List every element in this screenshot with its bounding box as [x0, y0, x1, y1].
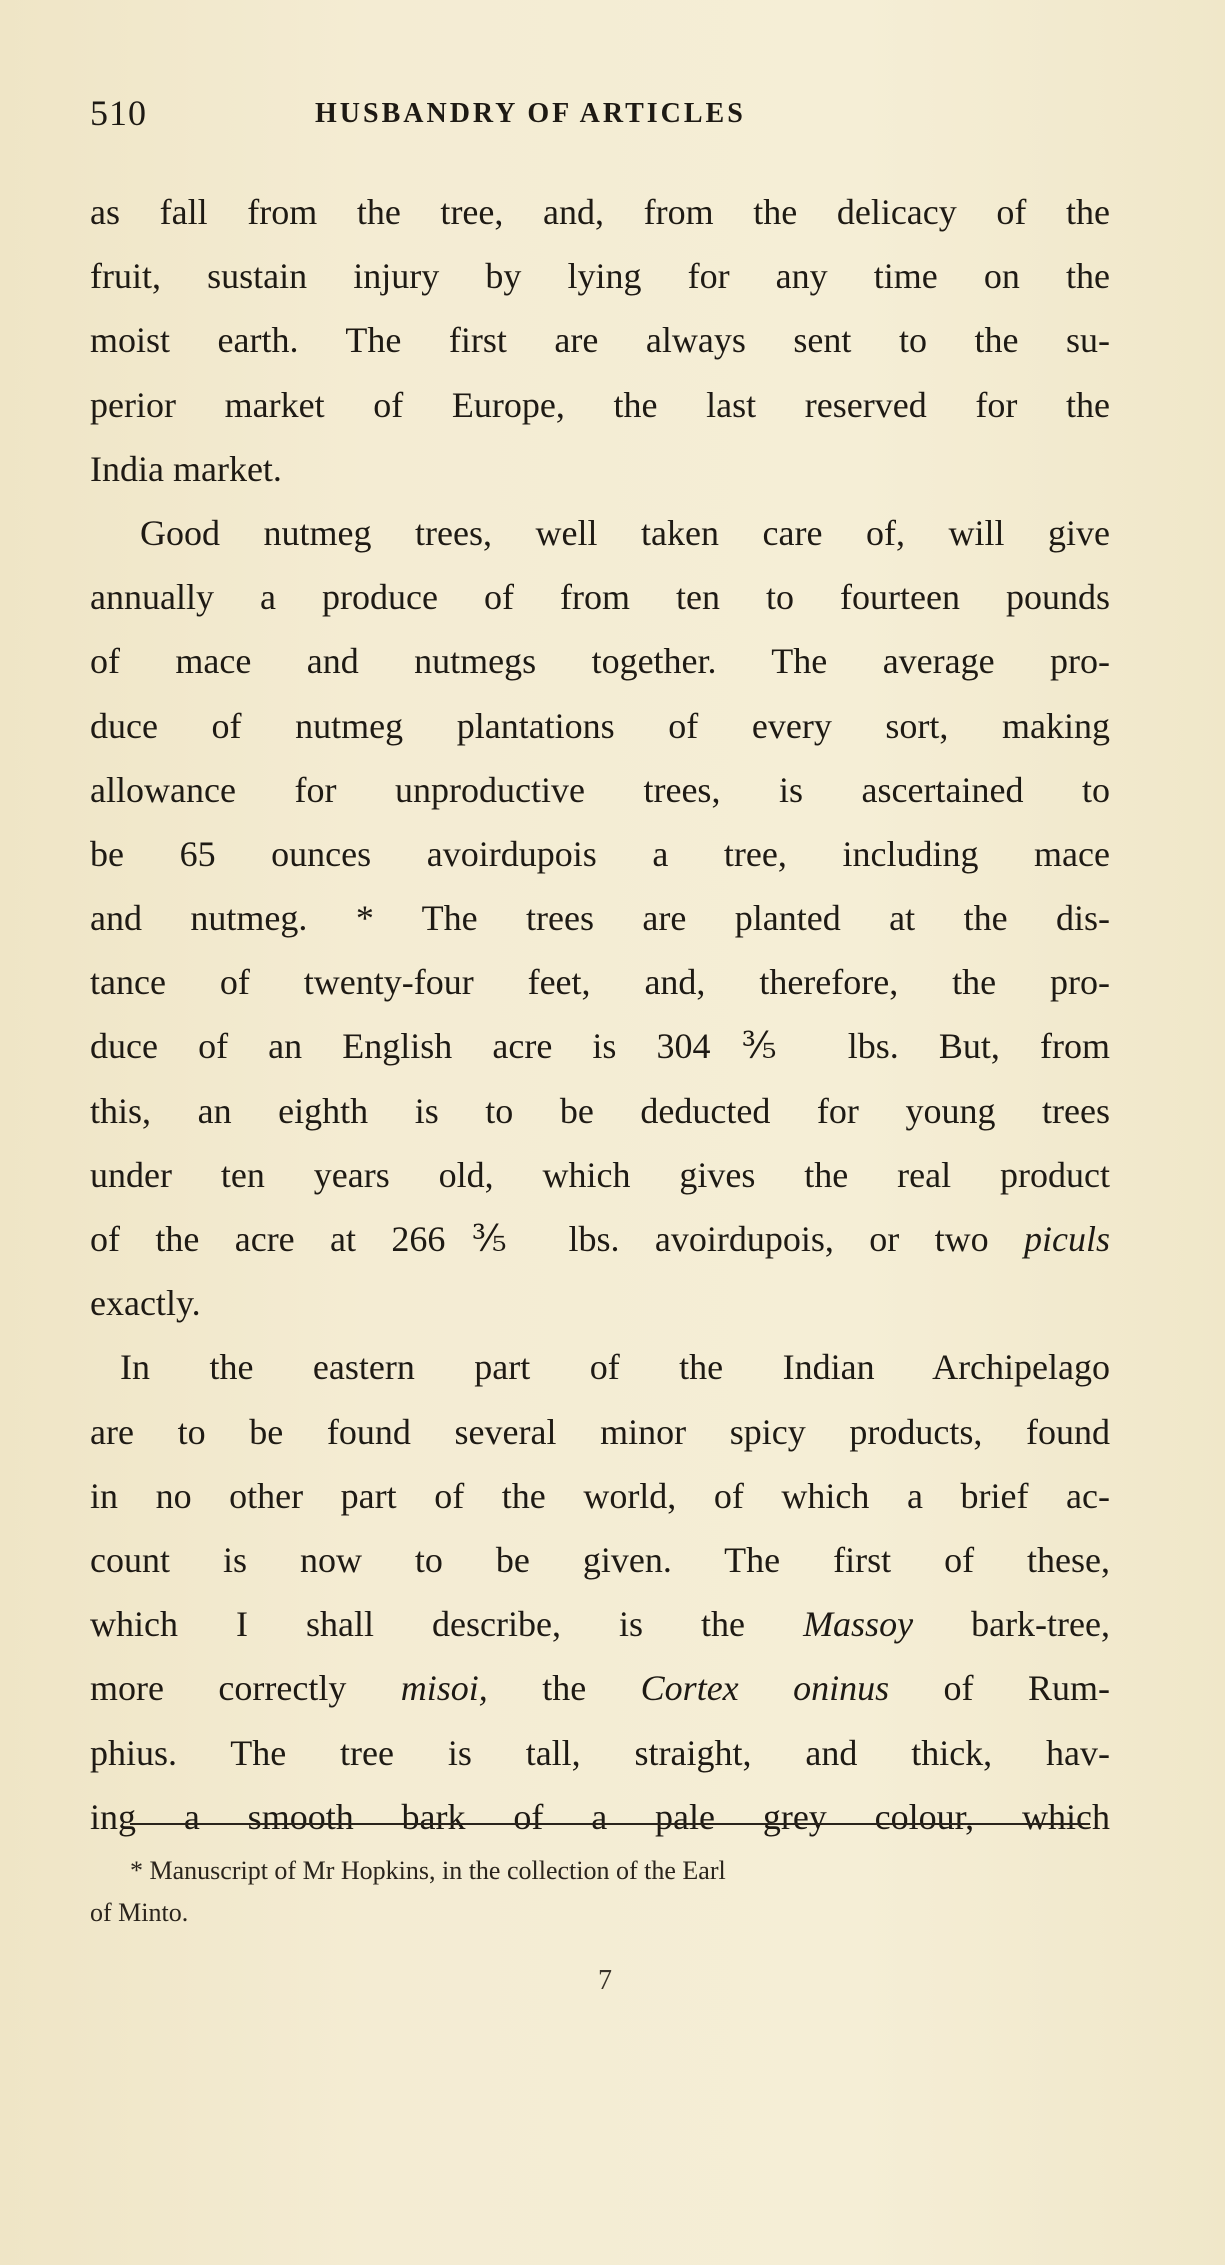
- text-line: count is now to be given. The first of these,: [90, 1539, 1110, 1580]
- page-number: 510: [90, 93, 147, 133]
- text-line: annually a produce of from ten to fourteen pounds: [90, 577, 1110, 618]
- text-line: more correctly misoi, the Cortex oninus of Rum-: [90, 1668, 1110, 1709]
- text-line: India market.: [90, 448, 282, 489]
- text-line: moist earth. The first are always sent to the su-: [90, 320, 1110, 361]
- footnote-divider: [130, 1823, 1090, 1825]
- footnote-line: of Minto.: [90, 1898, 189, 1927]
- text-line: be 65 ounces avoirdupois a tree, including mace: [90, 833, 1110, 874]
- text-line: Good nutmeg trees, well taken care of, will give: [140, 512, 1110, 553]
- footnote: [90, 1850, 1110, 1934]
- text-line: this, an eighth is to be deducted for young trees: [90, 1090, 1110, 1131]
- text-line: ing a smooth bark of a pale grey colour, which: [90, 1796, 1110, 1837]
- text-line: in no other part of the world, of which a brief ac-: [90, 1475, 1110, 1516]
- text-line: are to be found several minor spicy products, found: [90, 1411, 1110, 1452]
- text-line: exactly.: [90, 1283, 201, 1324]
- page-header: [90, 92, 1110, 142]
- footnote-line: * Manuscript of Mr Hopkins, in the collection of the Earl: [130, 1856, 726, 1885]
- body-text: [90, 180, 1110, 1849]
- text-line: and nutmeg. * The trees are planted at the dis-: [90, 898, 1110, 939]
- text-line: of the acre at 266⅗ lbs. avoirdupois, or two piculs: [90, 1219, 1110, 1259]
- text-line: duce of nutmeg plantations of every sort, making: [90, 705, 1110, 746]
- running-head: HUSBANDRY OF ARTICLES: [315, 98, 746, 129]
- text-line: fruit, sustain injury by lying for any time on the: [90, 256, 1110, 297]
- text-line: which I shall describe, is the Massoy bark-tree,: [90, 1604, 1110, 1645]
- text-line: as fall from the tree, and, from the delicacy of the: [90, 192, 1110, 232]
- signature-mark: 7: [598, 1965, 612, 1996]
- text-line: perior market of Europe, the last reserved for the: [90, 384, 1110, 425]
- text-line: phius. The tree is tall, straight, and thick, hav-: [90, 1732, 1110, 1773]
- text-line: duce of an English acre is 304⅗ lbs. But, from: [90, 1026, 1110, 1067]
- text-line: of mace and nutmegs together. The average pro-: [90, 641, 1110, 682]
- text-line: allowance for unproductive trees, is ascertained to: [90, 769, 1110, 810]
- text-line: under ten years old, which gives the real product: [90, 1154, 1110, 1195]
- text-line: tance of twenty-four feet, and, therefore, the pro-: [90, 962, 1110, 1003]
- text-line: In the eastern part of the Indian Archipelago: [120, 1347, 1110, 1388]
